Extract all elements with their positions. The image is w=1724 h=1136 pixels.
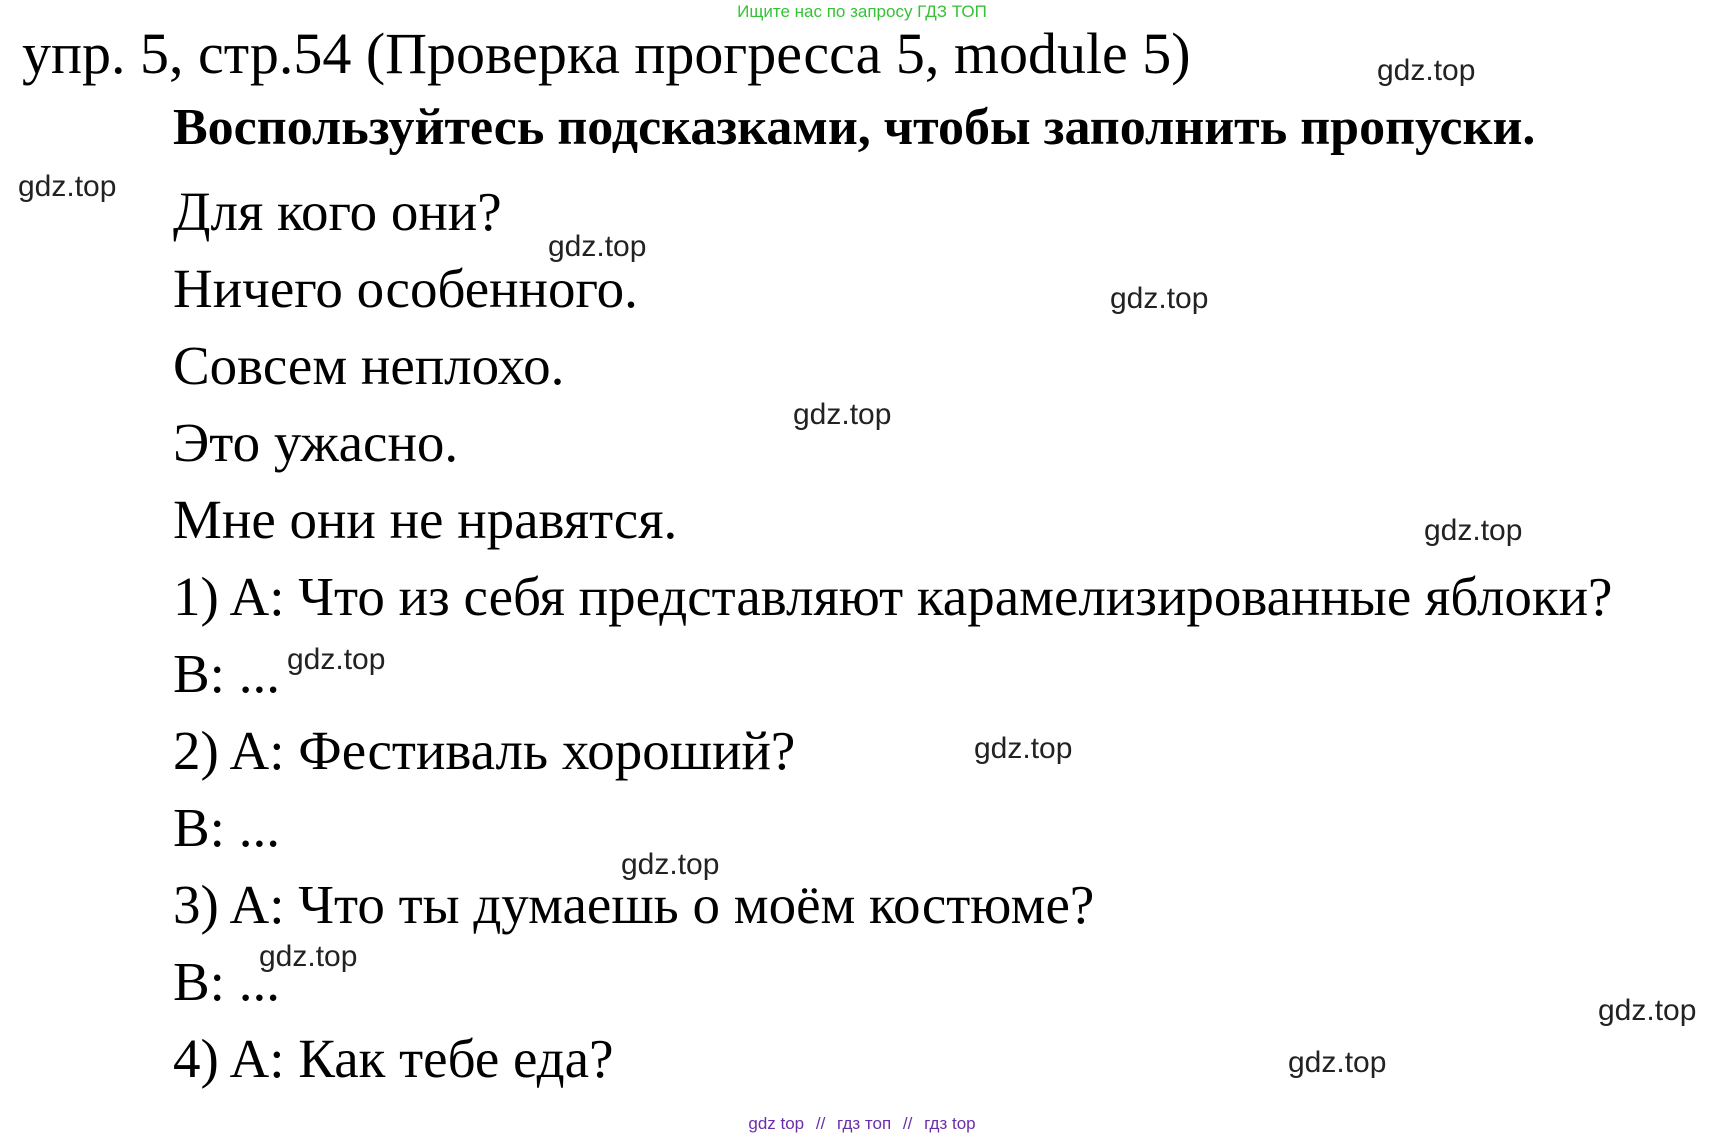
dialogue-answer: B: ... — [173, 797, 280, 858]
watermark: gdz.top — [793, 398, 892, 431]
watermark: gdz.top — [1288, 1046, 1387, 1079]
hint-item: Для кого они? — [173, 181, 502, 242]
footer-link: гдз топ — [837, 1114, 892, 1133]
footer-separator: // — [902, 1114, 913, 1133]
dialogue-question: 4) A: Как тебе еда? — [173, 1028, 614, 1089]
dialogue-question: 1) A: Что из себя представляют карамелизированные яблоки? — [173, 566, 1613, 627]
hint-item: Совсем неплохо. — [173, 335, 565, 396]
page-title: упр. 5, стр.54 (Проверка прогресса 5, module 5) — [22, 21, 1191, 86]
watermark: gdz.top — [1424, 514, 1523, 547]
footer-link: гдз top — [924, 1114, 976, 1133]
watermark: gdz.top — [18, 170, 117, 203]
hint-item: Это ужасно. — [173, 412, 459, 473]
watermark: gdz.top — [548, 230, 647, 263]
watermark: gdz.top — [259, 940, 358, 973]
footer-link: gdz top — [748, 1114, 805, 1133]
dialogue-answer: B: ... — [173, 643, 280, 704]
watermark: gdz.top — [1110, 282, 1209, 315]
dialogue-question: 2) A: Фестиваль хороший? — [173, 720, 796, 781]
footer — [0, 1114, 1724, 1134]
hint-item: Ничего особенного. — [173, 258, 638, 319]
hint-item: Мне они не нравятся. — [173, 489, 678, 550]
watermark: gdz.top — [974, 732, 1073, 765]
watermark: gdz.top — [621, 848, 720, 881]
instruction: Воспользуйтесь подсказками, чтобы заполнить пропуски. — [173, 99, 1536, 156]
footer-separator: // — [815, 1114, 826, 1133]
watermark: gdz.top — [1598, 994, 1697, 1027]
dialogue-question: 3) A: Что ты думаешь о моём костюме? — [173, 874, 1095, 935]
watermark: gdz.top — [1377, 54, 1476, 87]
top-banner: Ищите нас по запросу ГДЗ ТОП — [737, 2, 987, 21]
watermark: gdz.top — [287, 643, 386, 676]
dialogue-answer: B: ... — [173, 951, 280, 1012]
